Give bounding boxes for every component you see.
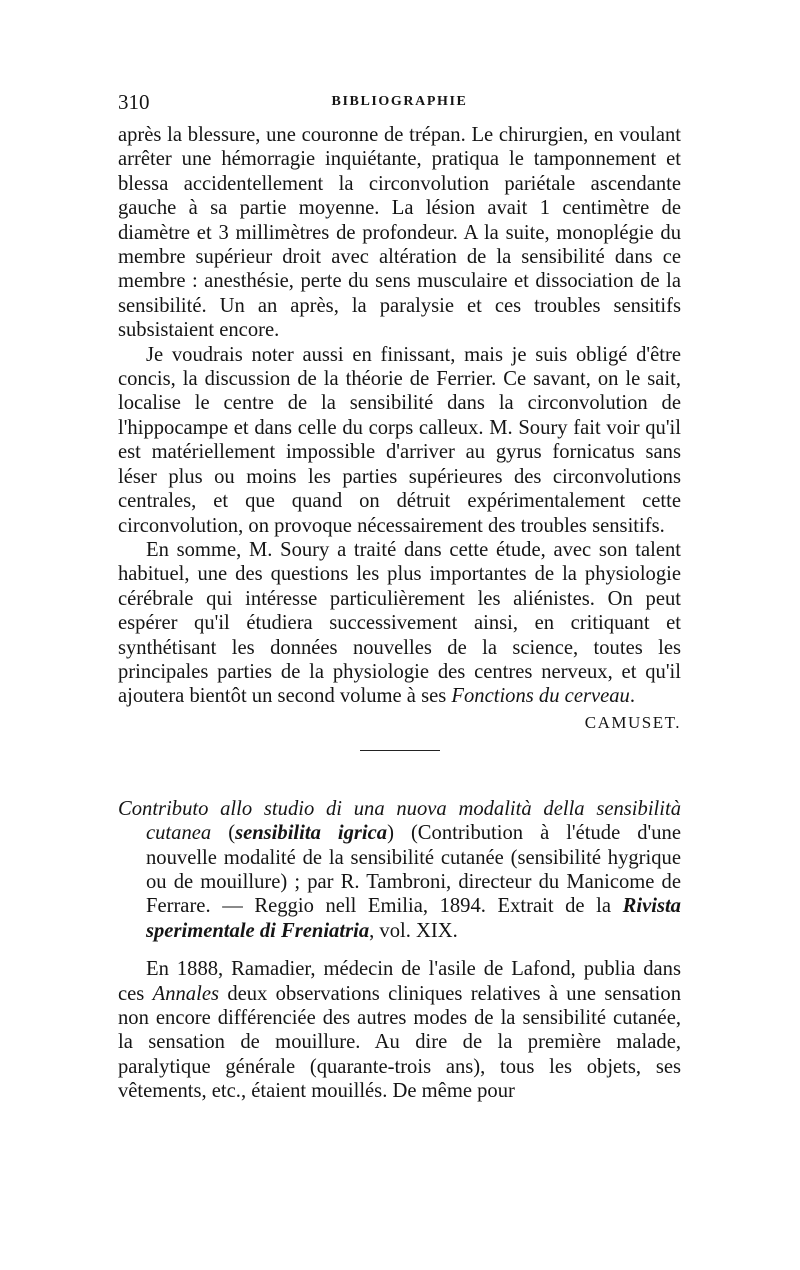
- page-number: 310: [118, 90, 150, 114]
- conclusion-text: En somme, M. Soury a traité dans cette étude, avec son talent habituel, une des questions les plus importantes de la physiologie cérébrale qui intéresse particulièrement les aliénistes. On peut espérer qu'il étudiera successivement ainsi, en critiquant et synthétisant les données nouvelles de la science, toutes les principales parties de la physiologie des centres nerveux, et qu'il ajoutera bientôt un second volume à ses: [118, 538, 681, 708]
- book-page: [118, 88, 681, 1104]
- citation-volume: , vol. XIX.: [369, 919, 458, 942]
- paragraph-continuation: après la blessure, une couronne de trépan. Le chirurgien, en voulant arrêter une hémorragie inquiétante, pratiqua le tamponnement et blessa accidentellement la circonvolution pariétale ascendante gauche à sa partie moyenne. La lésion avait 1 centimètre de diamètre et 3 millimètres de profondeur. A la suite, monoplégie du membre supérieur droit avec altération de la sensibilité dans ce membre : anesthésie, perte du sens musculaire et dissociation de la sensibilité. Un an après, la paralysie et ces troubles sensitifs subsistaient encore.: [118, 124, 681, 342]
- book-title-reference: Fonctions du cerveau: [451, 685, 630, 708]
- citation-journal: Rivista sperimentale di Freniatria: [146, 895, 681, 942]
- paragraph-ferrier-discussion: Je voudrais noter aussi en finissant, mais je suis obligé d'être concis, la discussion de la théorie de Ferrier. Ce savant, on le sait, localise le centre de la sensibilité dans la circonvolution de l'hippocampe et dans celle du corps calleux. M. Soury fait voir qu'il est matériellement impossible d'arriver au gyrus fornicatus sans léser plus ou moins les parties supérieures des circonvolutions centrales, et que quand on détruit expérimentalement cette circonvolution, on provoque nécessairement des troubles sensitifs.: [118, 343, 681, 537]
- review-body: [118, 123, 681, 709]
- running-head: BIBLIOGRAPHIE: [331, 94, 468, 109]
- conclusion-end: .: [629, 685, 636, 708]
- bibliographic-citation: Contributo allo studio di una nuova modalità della sensibilità cutanea (sensibilita igrica) (Contribution à l'étude d'une nouvelle modalité de la sensibilité cutanée (sensibilité hygrique ou de mouillure) ; par R. Tambroni, directeur du Manicome de Ferrare. — Reggio nell Emilia, 1894. Extrait de la Rivista sperimentale di Freniatria, vol. XIX.: [118, 797, 681, 942]
- citation-title: Contributo allo studio di una nuova modalità della sensibilità cutanea: [118, 797, 681, 845]
- citation-details: (Contribution à l'étude d'une nouvelle modalité de la sensibilité cutanée (sensibilité hygrique ou de mouillure) ; par R. Tambroni, directeur du Manicome de Ferrare. — Reggio nell Emilia, 1894. Extrait de la: [146, 822, 681, 918]
- paragraph-conclusion: [118, 538, 681, 709]
- section-divider: [360, 750, 440, 751]
- paragraph-new-review: [118, 957, 681, 1103]
- citation-subtitle: sensibilita igrica: [235, 822, 388, 845]
- annales-reference: Annales: [152, 982, 219, 1005]
- author-signature: CAMUSET.: [584, 712, 681, 732]
- review-text-start: En 1888, Ramadier, médecin de l'asile de Lafond, publia dans ces: [118, 958, 681, 1005]
- review-text-end: deux observations cliniques relatives à une sensation non encore différenciée des autres modes de la sensibilité cutanée, la sensation de mouillure. Au dire de la première malade, paralytique générale (quarante-trois ans), tous les objets, ses vêtements, etc., étaient mouillés. De même pour: [118, 982, 681, 1103]
- page-header: [118, 88, 681, 116]
